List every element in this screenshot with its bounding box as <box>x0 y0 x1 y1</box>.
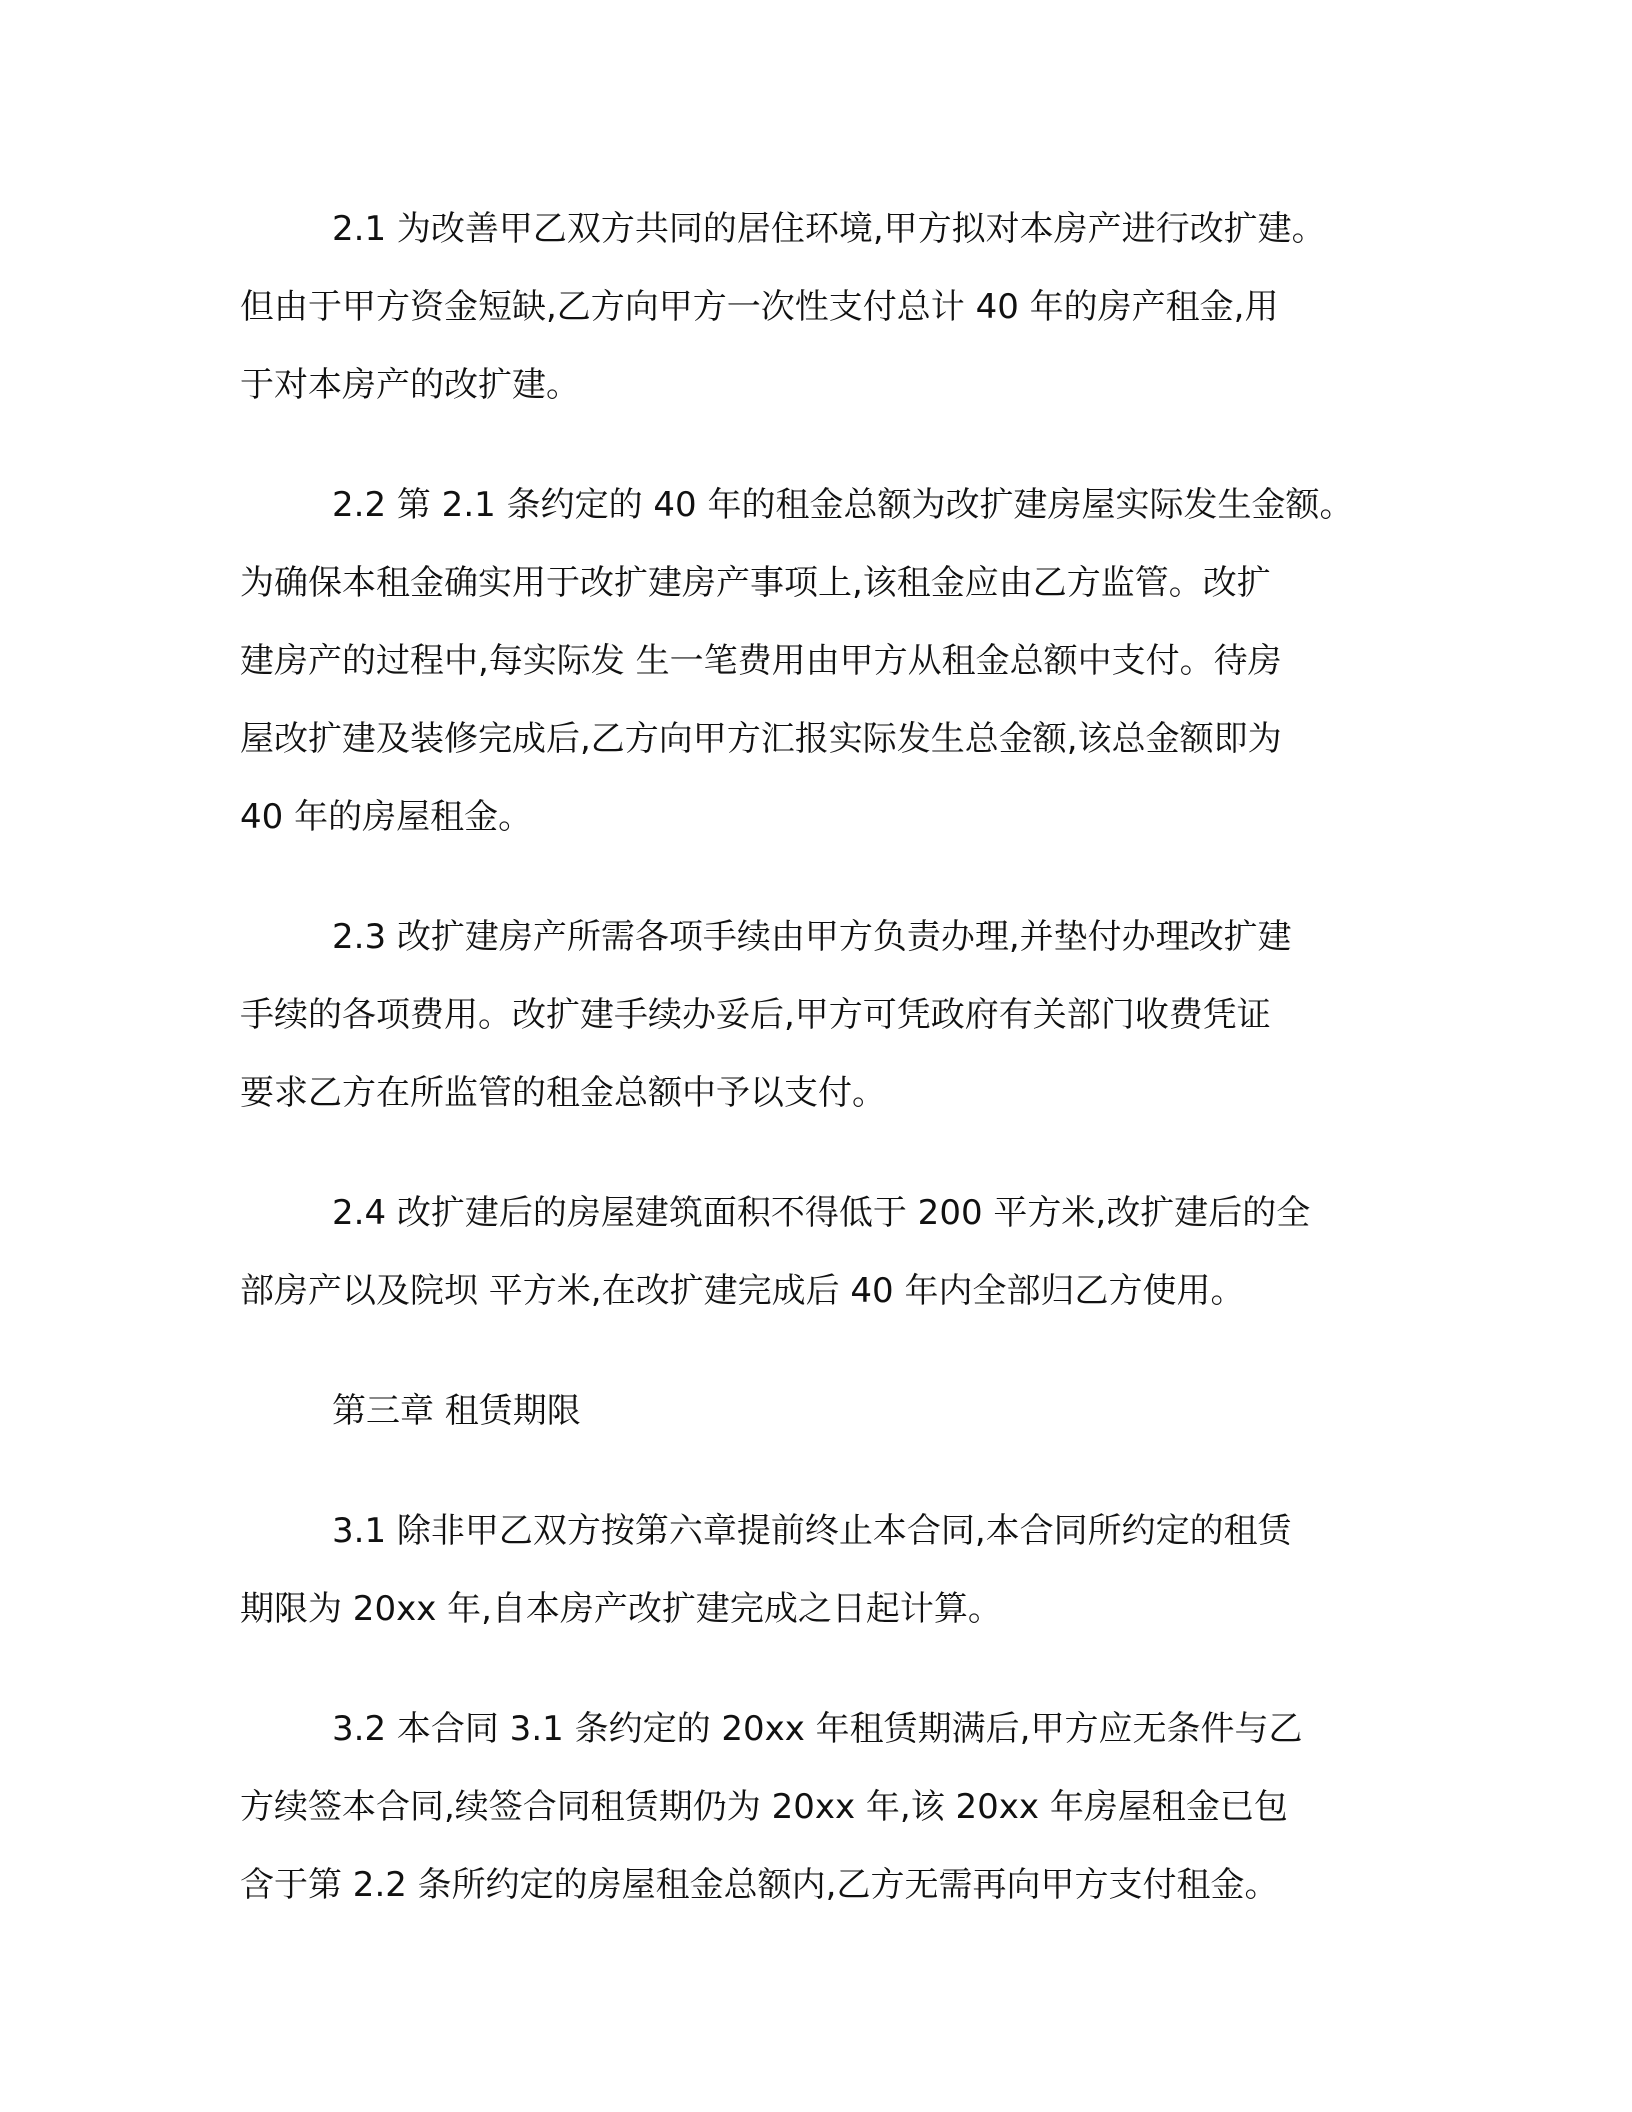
clause-line: 2.2 第 2.1 条约定的 40 年的租金总额为改扩建房屋实际发生金额。 <box>332 485 1354 525</box>
clause-line: 3.1 除非甲乙双方按第六章提前终止本合同,本合同所约定的租赁 <box>332 1511 1292 1551</box>
clause-line: 但由于甲方资金短缺,乙方向甲方一次性支付总计 40 年的房产租金,用 <box>240 287 1279 327</box>
chapter-3-heading: 第三章 租赁期限 <box>332 1391 581 1431</box>
clause-line: 屋改扩建及装修完成后,乙方向甲方汇报实际发生总金额,该总金额即为 <box>240 719 1282 759</box>
clause-2-4 <box>240 1174 1400 1330</box>
document-body <box>240 190 1400 1966</box>
clause-line: 期限为 20xx 年,自本房产改扩建完成之日起计算。 <box>240 1589 1002 1629</box>
clause-line: 方续签本合同,续签合同租赁期仍为 20xx 年,该 20xx 年房屋租金已包 <box>240 1787 1288 1827</box>
clause-line: 于对本房产的改扩建。 <box>240 365 580 405</box>
clause-2-1 <box>240 190 1400 424</box>
clause-2-3 <box>240 898 1400 1132</box>
clause-line: 要求乙方在所监管的租金总额中予以支付。 <box>240 1073 886 1113</box>
clause-line: 为确保本租金确实用于改扩建房产事项上,该租金应由乙方监管。改扩 <box>240 563 1271 603</box>
clause-line: 部房产以及院坝 平方米,在改扩建完成后 40 年内全部归乙方使用。 <box>240 1271 1245 1311</box>
clause-3-1 <box>240 1492 1400 1648</box>
clause-line: 2.3 改扩建房产所需各项手续由甲方负责办理,并垫付办理改扩建 <box>332 917 1292 957</box>
clause-line: 3.2 本合同 3.1 条约定的 20xx 年租赁期满后,甲方应无条件与乙 <box>332 1709 1303 1749</box>
clause-line: 建房产的过程中,每实际发 生一笔费用由甲方从租金总额中支付。待房 <box>240 641 1282 681</box>
clause-line: 手续的各项费用。改扩建手续办妥后,甲方可凭政府有关部门收费凭证 <box>240 995 1271 1035</box>
clause-line: 40 年的房屋租金。 <box>240 797 533 837</box>
clause-3-2 <box>240 1690 1400 1924</box>
clause-line: 含于第 2.2 条所约定的房屋租金总额内,乙方无需再向甲方支付租金。 <box>240 1865 1279 1905</box>
clause-line: 2.4 改扩建后的房屋建筑面积不得低于 200 平方米,改扩建后的全 <box>332 1193 1311 1233</box>
clause-2-2 <box>240 466 1400 856</box>
clause-line: 2.1 为改善甲乙双方共同的居住环境,甲方拟对本房产进行改扩建。 <box>332 209 1326 249</box>
